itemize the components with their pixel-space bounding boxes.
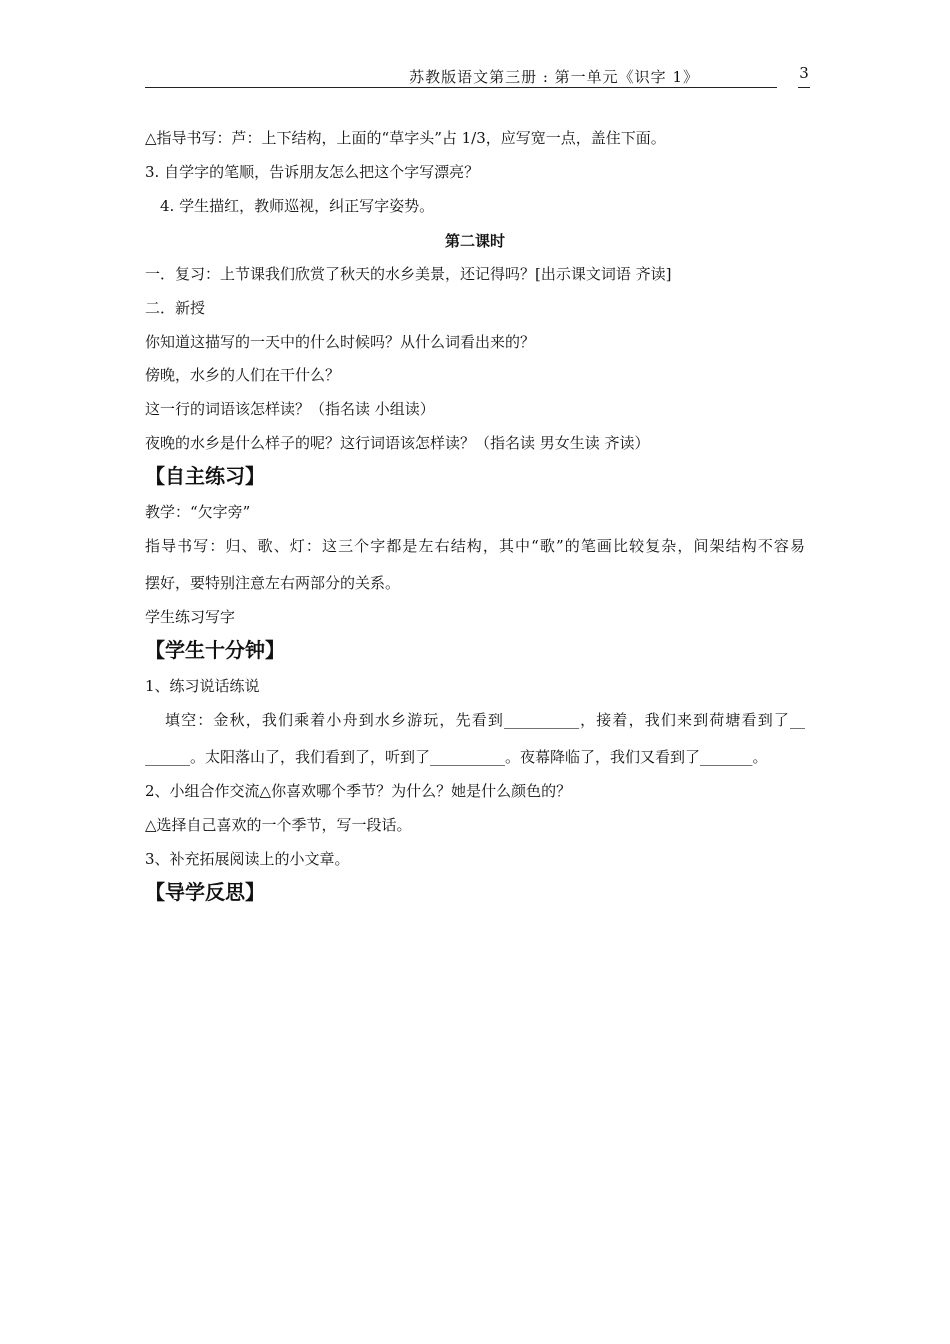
text-line: △指导书写：芦：上下结构，上面的“草字头”占 1/3，应写宽一点，盖住下面。 — [145, 129, 666, 147]
text-line: 二．新授 — [145, 299, 206, 317]
text-line: 4. 学生描红，教师巡视，纠正写字姿势。 — [160, 197, 435, 215]
text-line: 摆好，要特别注意左右两部分的关系。 — [145, 574, 401, 592]
text-line: 你知道这描写的一天中的什么时候吗？从什么词看出来的？ — [145, 333, 536, 351]
text-line: 一．复习：上节课我们欣赏了秋天的水乡美景，还记得吗？[出示课文词语 齐读] — [145, 265, 672, 283]
fill-blank-line: ______。太阳落山了，我们看到了，听到了__________。夜幕降临了，我们又看到了_______。 — [145, 748, 768, 766]
fill-blank-line: 填空：金秋，我们乘着小舟到水乡游玩，先看到__________，接着，我们来到荷塘看到了__ — [165, 711, 805, 729]
lesson-title: 第二课时 — [444, 232, 505, 250]
text-line: 傍晚，水乡的人们在干什么？ — [145, 366, 341, 384]
text-line: 教学：“欠字旁” — [145, 503, 251, 521]
page-number: 3 — [798, 64, 810, 88]
section-heading-self-practice: 【自主练习】 — [145, 464, 265, 488]
text-line: 夜晚的水乡是什么样子的呢？这行词语该怎样读？（指名读 男女生读 齐读） — [145, 434, 650, 452]
text-line: 1、练习说话练说 — [145, 677, 260, 695]
text-line: 学生练习写字 — [145, 608, 236, 626]
text-line: 3、补充拓展阅读上的小文章。 — [145, 850, 350, 868]
page-header — [145, 64, 777, 88]
text-line: 2、小组合作交流△你喜欢哪个季节？为什么？她是什么颜色的？ — [145, 782, 572, 800]
text-line: 3. 自学字的笔顺，告诉朋友怎么把这个字写漂亮？ — [145, 163, 480, 181]
header-title: 苏教版语文第三册 : 第一单元《识字 1》 — [409, 68, 699, 86]
section-heading-ten-minutes: 【学生十分钟】 — [145, 638, 285, 662]
text-line: 这一行的词语该怎样读？（指名读 小组读） — [145, 400, 435, 418]
text-line: △选择自己喜欢的一个季节，写一段话。 — [145, 816, 412, 834]
section-heading-reflection: 【导学反思】 — [145, 880, 265, 904]
text-line: 指导书写：归、歌、灯：这三个字都是左右结构，其中“歌”的笔画比较复杂，间架结构不容易 — [145, 537, 805, 555]
